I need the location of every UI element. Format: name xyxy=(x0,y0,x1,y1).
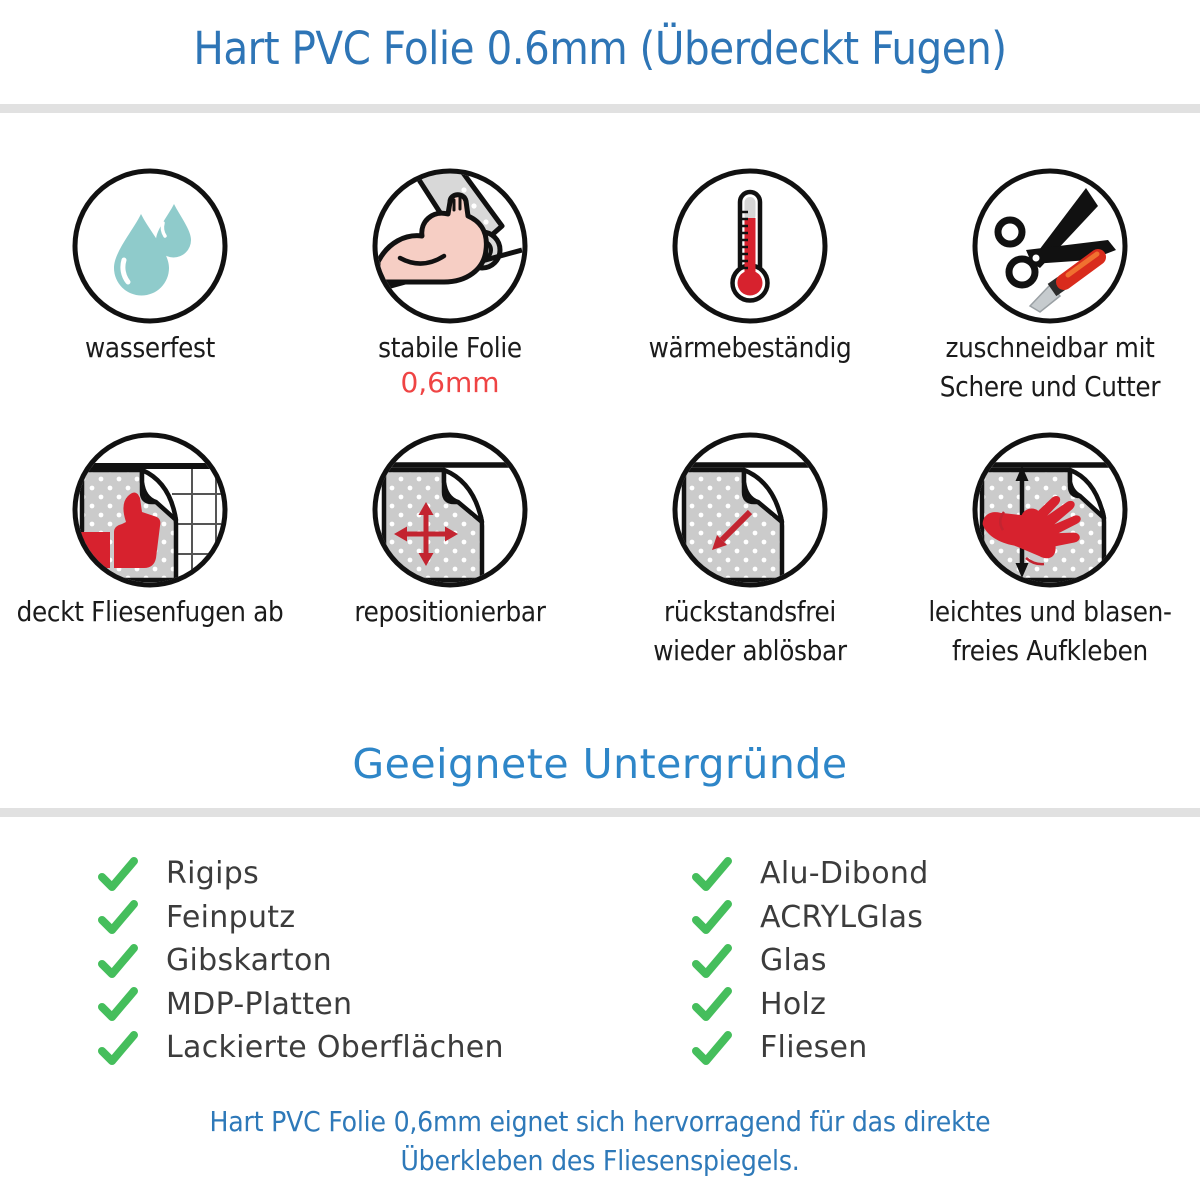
move-arrows-foil-icon xyxy=(370,430,530,590)
muscle-foil-roll-icon xyxy=(370,166,530,326)
checkmark-icon xyxy=(690,856,734,892)
page-title: Hart PVC Folie 0.6mm (Überdeckt Fugen) xyxy=(193,22,1007,75)
list-item xyxy=(96,852,504,896)
list-item-label: MDP-Platten xyxy=(166,986,353,1022)
water-drops-icon xyxy=(70,166,230,326)
footer-line-2: Überkleben des Fliesenspiegels. xyxy=(400,1144,800,1177)
feature-label-line2: Schere und Cutter xyxy=(939,371,1161,403)
section-heading-untergruende: Geeignete Untergründe xyxy=(352,740,848,788)
list-item xyxy=(96,896,504,940)
list-item-label: Gibskarton xyxy=(166,943,332,979)
checkmark-icon xyxy=(96,899,140,935)
list-item xyxy=(690,983,929,1027)
feature-label: deckt Fliesenfugen ab xyxy=(16,596,284,628)
checkmark-icon xyxy=(690,986,734,1022)
list-item xyxy=(96,1026,504,1070)
footer-note xyxy=(0,1102,1200,1180)
substrate-list-left xyxy=(96,852,504,1070)
list-item-label: Alu-Dibond xyxy=(760,856,929,892)
list-item xyxy=(690,1026,929,1070)
feature-thickness-label: 0,6mm xyxy=(400,366,500,399)
feature-label: leichtes und blasen- xyxy=(928,596,1172,628)
list-item xyxy=(690,852,929,896)
list-item-label: Fliesen xyxy=(760,1030,868,1066)
feature-label: zuschneidbar mit xyxy=(945,332,1155,364)
feature-leichtes-aufkleben xyxy=(900,430,1200,668)
thermometer-icon xyxy=(670,166,830,326)
checkmark-icon xyxy=(96,943,140,979)
feature-row-1 xyxy=(0,166,1200,404)
feature-label: repositionierbar xyxy=(354,596,546,628)
feature-rueckstandsfrei xyxy=(600,430,900,668)
checkmark-icon xyxy=(96,856,140,892)
hand-smoothing-foil-icon xyxy=(970,430,1130,590)
substrate-list-right xyxy=(690,852,929,1070)
list-item-label: ACRYLGlas xyxy=(760,899,924,935)
feature-label: stabile Folie xyxy=(378,332,522,364)
scissors-cutter-icon xyxy=(970,166,1130,326)
peel-arrow-foil-icon xyxy=(670,430,830,590)
feature-repositionierbar xyxy=(300,430,600,668)
list-item-label: Glas xyxy=(760,943,827,979)
list-item-label: Lackierte Oberflächen xyxy=(166,1030,504,1066)
feature-label: wärmebeständig xyxy=(648,332,852,364)
feature-label-line2: freies Aufkleben xyxy=(952,635,1148,667)
feature-label: rückstandsfrei xyxy=(664,596,836,628)
divider-top xyxy=(0,104,1200,113)
checkmark-icon xyxy=(690,943,734,979)
checkmark-icon xyxy=(96,1030,140,1066)
list-item xyxy=(96,983,504,1027)
feature-label-line2: wieder ablösbar xyxy=(653,635,847,667)
list-item xyxy=(96,939,504,983)
divider-middle xyxy=(0,808,1200,817)
tiles-thumbs-up-icon xyxy=(70,430,230,590)
checkmark-icon xyxy=(690,1030,734,1066)
feature-row-2 xyxy=(0,430,1200,668)
checkmark-icon xyxy=(96,986,140,1022)
list-item-label: Rigips xyxy=(166,856,260,892)
feature-wasserfest xyxy=(0,166,300,404)
list-item xyxy=(690,939,929,983)
feature-deckt-fliesenfugen xyxy=(0,430,300,668)
list-item xyxy=(690,896,929,940)
feature-zuschneidbar xyxy=(900,166,1200,404)
footer-line-1: Hart PVC Folie 0,6mm eignet sich hervorragend für das direkte xyxy=(209,1105,991,1138)
feature-stabile-folie xyxy=(300,166,600,404)
list-item-label: Feinputz xyxy=(166,899,296,935)
feature-label: wasserfest xyxy=(84,332,216,364)
list-item-label: Holz xyxy=(760,986,827,1022)
feature-waermebestaendig xyxy=(600,166,900,404)
checkmark-icon xyxy=(690,899,734,935)
